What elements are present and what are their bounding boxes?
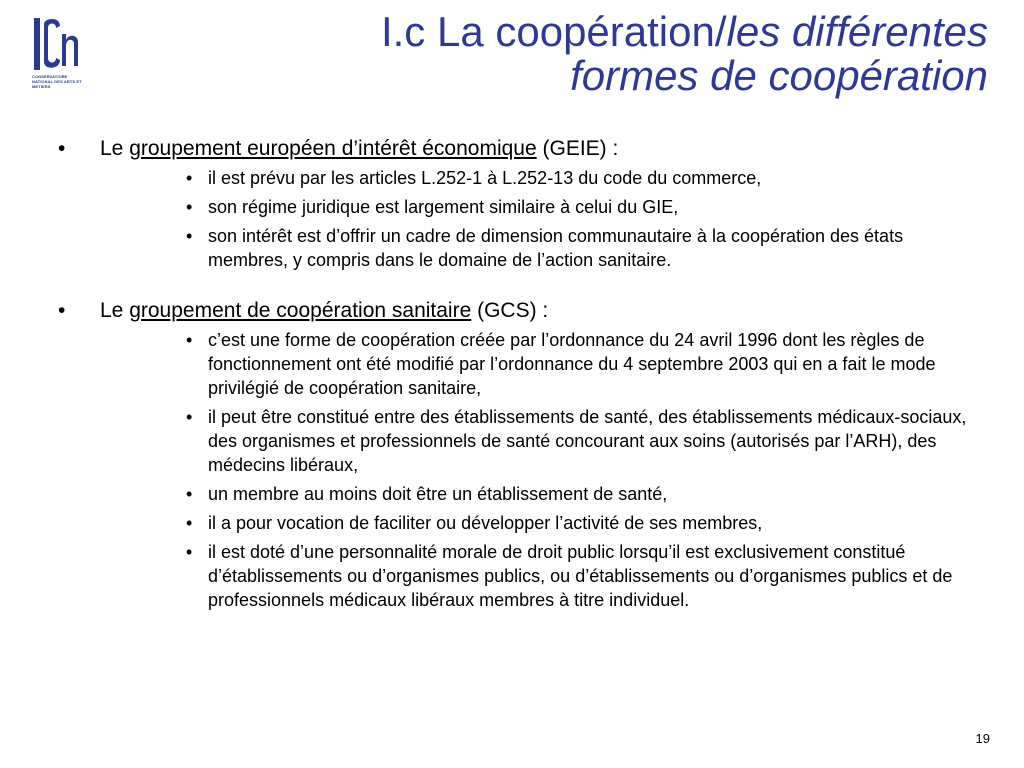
section-suffix: (GCS) : [471,299,549,322]
sub-bullet-icon: • [186,226,193,246]
sub-item-text: un membre au moins doit être un établissement de santé, [208,484,668,504]
sub-list-item [172,195,978,219]
slide-content [58,136,978,618]
cnam-logo-mark [30,14,84,74]
sub-bullet-icon: • [186,484,193,504]
sub-list-item [172,328,978,400]
title-part-2: les différentes [726,8,988,55]
logo-subtitle: CONSERVATOIRE NATIONAL DES ARTS ET METIERS [32,74,82,89]
section-prefix: Le [100,299,130,322]
title-line-1 [128,10,988,54]
sub-item-text: son régime juridique est largement similaire à celui du GIE, [208,197,679,217]
geie-sub-list [100,166,978,272]
sub-list-item [172,166,978,190]
bullet-icon: • [58,137,66,160]
sub-item-text: il est prévu par les articles L.252-1 à L.252-13 du code du commerce, [208,168,762,188]
sub-item-text: son intérêt est d’offrir un cadre de dimension communautaire à la coopération des états membres, y compris dans le domaine de l’action sanitaire. [208,226,904,270]
sub-item-text: il a pour vocation de faciliter ou développer l’activité de ses membres, [208,513,763,533]
sub-bullet-icon: • [186,542,193,562]
cnam-logo [30,14,84,96]
sub-item-text: il est doté d’une personnalité morale de droit public lorsqu’il est exclusivement constitué d’établissements ou d’organismes publics, ou d’établissements ou d’organismes publics et de professionnels médicaux libéraux membres à titre individuel. [208,542,953,610]
section-geie [58,136,978,272]
section-suffix: (GEIE) : [536,137,619,160]
sub-bullet-icon: • [186,197,193,217]
sub-bullet-icon: • [186,330,193,350]
section-gcs [58,298,978,612]
sub-item-text: il peut être constitué entre des établissements de santé, des établissements médicaux-sociaux, des organismes et professionnels de santé concourant aux soins (autorisés par l’ARH), des médecins libéraux, [208,407,967,475]
sub-bullet-icon: • [186,407,193,427]
sub-bullet-icon: • [186,168,193,188]
title-part-1: I.c La coopération/ [380,8,727,55]
gcs-sub-list [100,328,978,612]
section-term: groupement de coopération sanitaire [129,299,472,322]
sub-item-text: c’est une forme de coopération créée par l’ordonnance du 24 avril 1996 dont les règles de fonctionnement ont été modifié par l’ordonnance du 4 septembre 2003 qui en a fait le mode privilégié de coopération sanitaire, [208,330,936,398]
section-prefix: Le [100,137,130,160]
sub-list-item [172,224,978,272]
sub-list-item [172,405,978,477]
title-line-2: formes de coopération [570,52,988,99]
sub-list-item [172,482,978,506]
sub-list-item [172,540,978,612]
page-number: 19 [975,731,990,746]
bullet-icon: • [58,299,66,322]
sub-bullet-icon: • [186,513,193,533]
sub-list-item [172,511,978,535]
slide-title [128,10,988,98]
section-term: groupement européen d’intérêt économique [129,137,537,160]
